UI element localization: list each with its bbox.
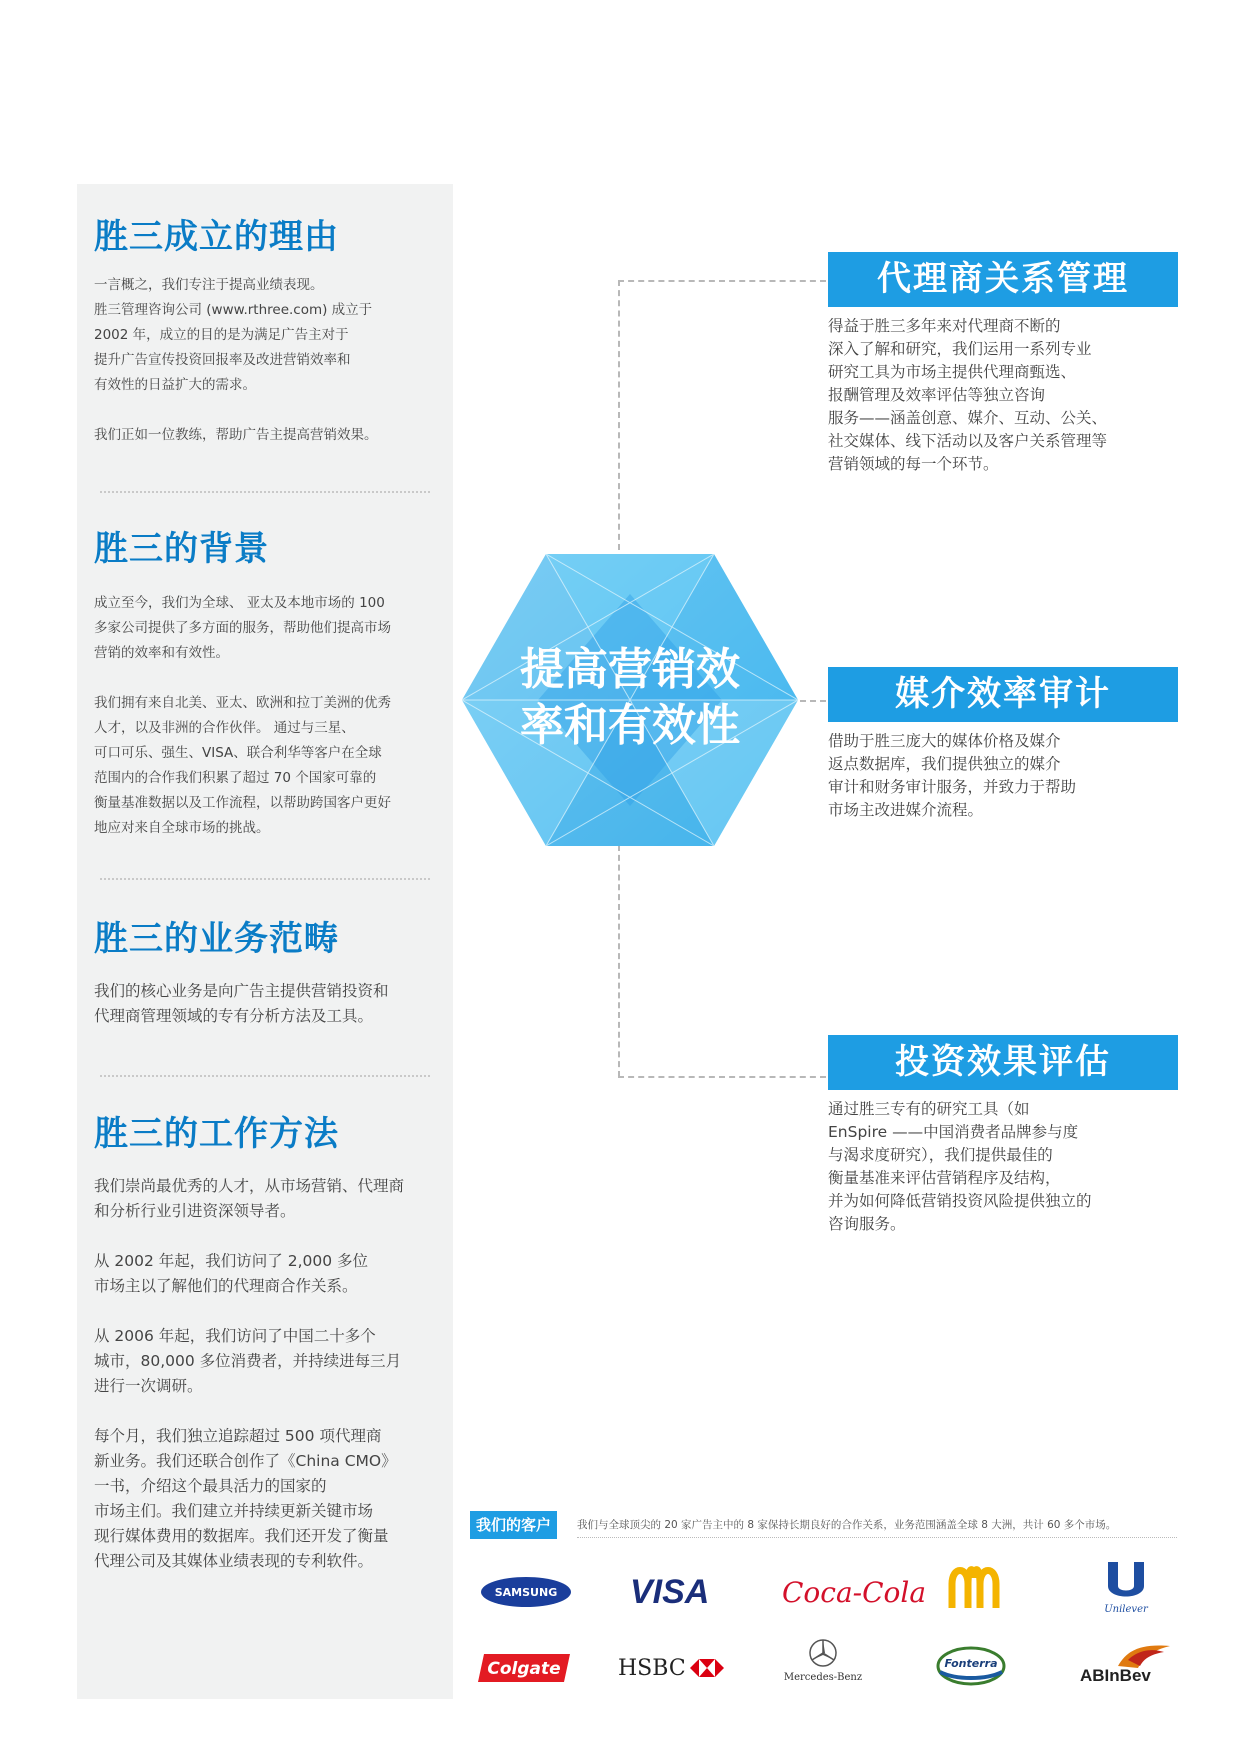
hsbc-hexagon-icon [690, 1659, 724, 1677]
item-roi-title: 投资效果评估 [828, 1035, 1178, 1090]
section-background-body: 成立至今，我们为全球、 亚太及本地市场的 100 多家公司提供了多方面的服务，帮助他们提高市场 营销的效率和有效性。 我们拥有来自北美、亚太、欧洲和拉丁美洲的优秀 人才，以及非洲的合作伙伴。 通过与三星、 可口可乐、强生、VISA、联合利华等客户在全球 范围内的合作我们积累了超过 70 个国家可靠的 衡量基准数据以及工作流程，以帮助跨国客户更好 地应对来自全球市场的挑战。 [94, 595, 391, 836]
clients-tag: 我们的客户 [470, 1511, 557, 1539]
fonterra-logo [936, 1646, 1006, 1686]
section-reason-title: 胜三成立的理由 [94, 217, 339, 257]
section-reason-body: 一言概之，我们专注于提高业绩表现。 胜三管理咨询公司 (www.rthree.com) 成立于 2002 年，成立的目的是为满足广告主对于 提升广告宣传投资回报率及改进营销效率和 有效性的日益扩大的需求。 我们正如一位教练，帮助广告主提高营销效果。 [94, 277, 378, 443]
visa-logo: VISA [630, 1573, 710, 1611]
hsbc-logo [618, 1652, 724, 1684]
divider [100, 491, 430, 493]
section-method-body: 我们崇尚最优秀的人才，从市场营销、代理商 和分析行业引进资深领导者。 从 2002 年起，我们访问了 2,000 多位 市场主以了解他们的代理商合作关系。 从 2006 年起，我们访问了中国二十多个 城市，80,000 多位消费者，并持续进每三月 进行一次调研。 每个月，我们独立追踪超过 500 项代理商 新业务。我们还联合创作了《China CMO》 一书，介绍这个最具活力的国家的 市场主们。我们建立并持续更新关键市场 现行媒体费用的数据库。我们还开发了衡量 代理公司及其媒体业绩表现的专利软件。 [94, 1177, 405, 1570]
item-media-body: 借助于胜三庞大的媒体价格及媒介 返点数据库，我们提供独立的媒介 审计和财务审计服务，并致力于帮助 市场主改进媒介流程。 [828, 732, 1077, 819]
hexagon-text-line2: 率和有效性 [520, 700, 740, 751]
section-method-title: 胜三的工作方法 [94, 1114, 339, 1154]
hsbc-logo-text: HSBC [618, 1655, 686, 1681]
item-agency-body: 得益于胜三多年来对代理商不断的 深入了解和研究，我们运用一系列专业 研究工具为市场主提供代理商甄选、 报酬管理及效率评估等独立咨询 服务——涵盖创意、媒介、互动、公关、 社交媒体、线下活动以及客户关系管理等 营销领域的每一个环节。 [828, 317, 1108, 473]
fonterra-logo-text: Fonterra [944, 1657, 998, 1670]
section-scope-body: 我们的核心业务是向广告主提供营销投资和 代理商管理领域的专有分析方法及工具。 [94, 982, 389, 1025]
clients-description: 我们与全球顶尖的 20 家广告主中的 8 家保持长期良好的合作关系，业务范围涵盖全球 8 大洲，共计 60 多个市场。 [577, 1519, 1117, 1531]
mercedes-logo-text: Mercedes-Benz [783, 1672, 863, 1683]
divider [100, 1075, 430, 1077]
connector-line [618, 280, 826, 282]
abinbev-logo [1076, 1642, 1176, 1688]
item-media-title: 媒介效率审计 [828, 667, 1178, 722]
section-scope-title: 胜三的业务范畴 [94, 919, 339, 959]
item-roi-body: 通过胜三专有的研究工具（如 EnSpire ——中国消费者品牌参与度 与渴求度研究），我们提供最佳的 衡量基准来评估营销程序及结构， 并为如何降低营销投资风险提供独立的 咨询服务。 [828, 1100, 1092, 1233]
connector-line [618, 845, 620, 1077]
colgate-logo [478, 1652, 570, 1684]
connector-line [618, 280, 620, 550]
connector-line [618, 1076, 826, 1078]
abinbev-logo-text: ABInBev [1080, 1666, 1151, 1685]
cocacola-logo: Coca-Cola [782, 1576, 927, 1609]
unilever-logo-text: Unilever [1104, 1604, 1148, 1614]
unilever-logo [1100, 1558, 1152, 1614]
mercedes-star-icon [808, 1638, 838, 1668]
hexagon-text-line1: 提高营销效 [520, 644, 740, 695]
samsung-logo [480, 1574, 572, 1610]
section-method [94, 1112, 434, 1574]
section-reason [94, 215, 434, 448]
divider [577, 1537, 1177, 1538]
hexagon-graphic [462, 554, 798, 846]
section-background [94, 527, 434, 841]
mcdonalds-logo [948, 1562, 1000, 1608]
item-agency-title: 代理商关系管理 [828, 252, 1178, 307]
mercedes-logo [778, 1638, 868, 1683]
section-background-title: 胜三的背景 [94, 529, 269, 569]
samsung-logo-text: SAMSUNG [494, 1586, 558, 1599]
colgate-logo-text: Colgate [487, 1659, 561, 1679]
section-scope [94, 917, 434, 1029]
divider [100, 878, 430, 880]
